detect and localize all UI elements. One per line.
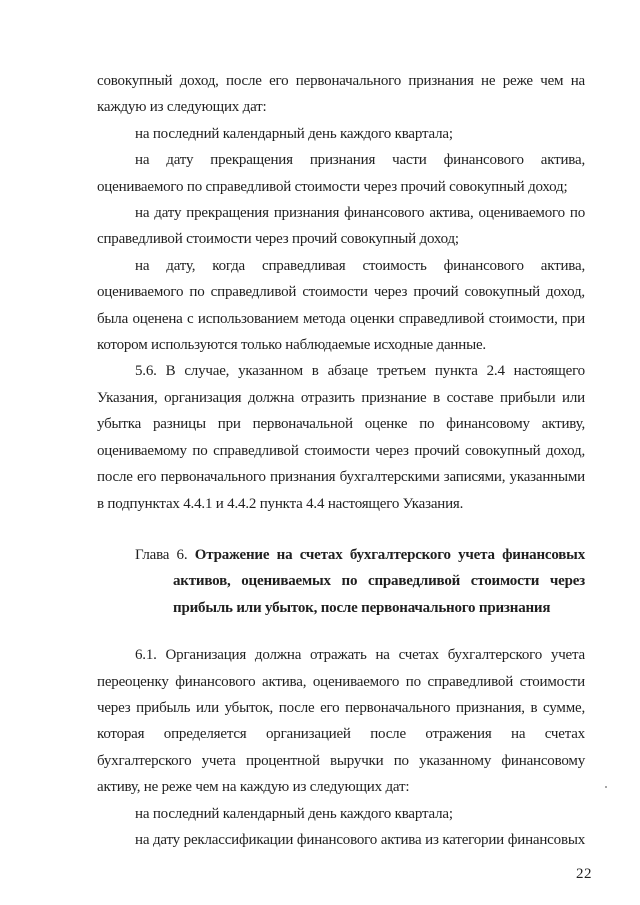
text-line: на дату реклассификации финансового актива из категории финансовых [135, 831, 585, 848]
chapter-heading [97, 542, 585, 621]
text-line: которая определяется организацией после отражения на счетах [97, 726, 585, 743]
text-line: была оценена с использованием метода оценки справедливой стоимости, при [97, 310, 585, 327]
text-line: активу, не реже чем на каждую из следующих дат: [97, 779, 410, 796]
text-line: оцениваемого по справедливой стоимости через прочий совокупный доход, [97, 284, 585, 301]
paragraph [97, 68, 585, 121]
paragraph [97, 253, 585, 359]
text-line: через прибыль или убыток, после его первоначального признания, в сумме, [97, 699, 585, 716]
text-line: оцениваемого по справедливой стоимости через прочий совокупный доход; [97, 178, 568, 195]
paragraph [97, 827, 585, 853]
scan-artifact-dot [605, 786, 607, 788]
paragraph [97, 200, 585, 253]
text-line: каждую из следующих дат: [97, 99, 267, 116]
text-line: справедливой стоимости через прочий совокупный доход; [97, 231, 459, 248]
text-line: на дату, когда справедливая стоимость финансового актива, [135, 257, 585, 274]
text-line: 6.1. Организация должна отражать на счетах бухгалтерского учета [135, 647, 585, 664]
text-line: котором используются только наблюдаемые исходные данные. [97, 337, 486, 354]
text-line: активов, оцениваемых по справедливой стоимости через [173, 573, 585, 590]
text-line: Указания, организация должна отразить признание в составе прибыли или [97, 389, 585, 406]
text-line [97, 542, 585, 568]
text-line: бухгалтерского учета процентной выручки по указанному финансовому [97, 752, 585, 769]
text-line: на последний календарный день каждого квартала; [135, 805, 453, 822]
paragraph [97, 147, 585, 200]
text-line: переоценку финансового актива, оцениваемого по справедливой стоимости [97, 673, 585, 690]
chapter-label: Глава 6. [135, 546, 188, 563]
text-line: после его первоначального признания бухгалтерскими записями, указанными [97, 469, 585, 486]
paragraph [97, 642, 585, 800]
paragraph [97, 121, 585, 147]
text-line: на дату прекращения признания финансового актива, оцениваемого по [135, 205, 585, 222]
document-content [97, 68, 585, 853]
paragraph [97, 801, 585, 827]
paragraph [97, 358, 585, 516]
text-line: убытка разницы при первоначальной оценке по финансовому активу, [97, 416, 585, 433]
text-line: на дату прекращения признания части финансового актива, [135, 152, 585, 169]
text-line: в подпунктах 4.4.1 и 4.4.2 пункта 4.4 настоящего Указания. [97, 495, 464, 512]
text-line: прибыль или убыток, после первоначального признания [173, 599, 551, 616]
text-line: совокупный доход, после его первоначального признания не реже чем на [97, 73, 585, 89]
page-number: 22 [576, 866, 592, 882]
text-line: на последний календарный день каждого квартала; [135, 125, 453, 142]
heading-text: Отражение на счетах бухгалтерского учета финансовых [194, 546, 585, 563]
text-line: 5.6. В случае, указанном в абзаце третьем пункта 2.4 настоящего [135, 363, 585, 380]
text-line: оцениваемому по справедливой стоимости через прочий совокупный доход, [97, 442, 585, 459]
